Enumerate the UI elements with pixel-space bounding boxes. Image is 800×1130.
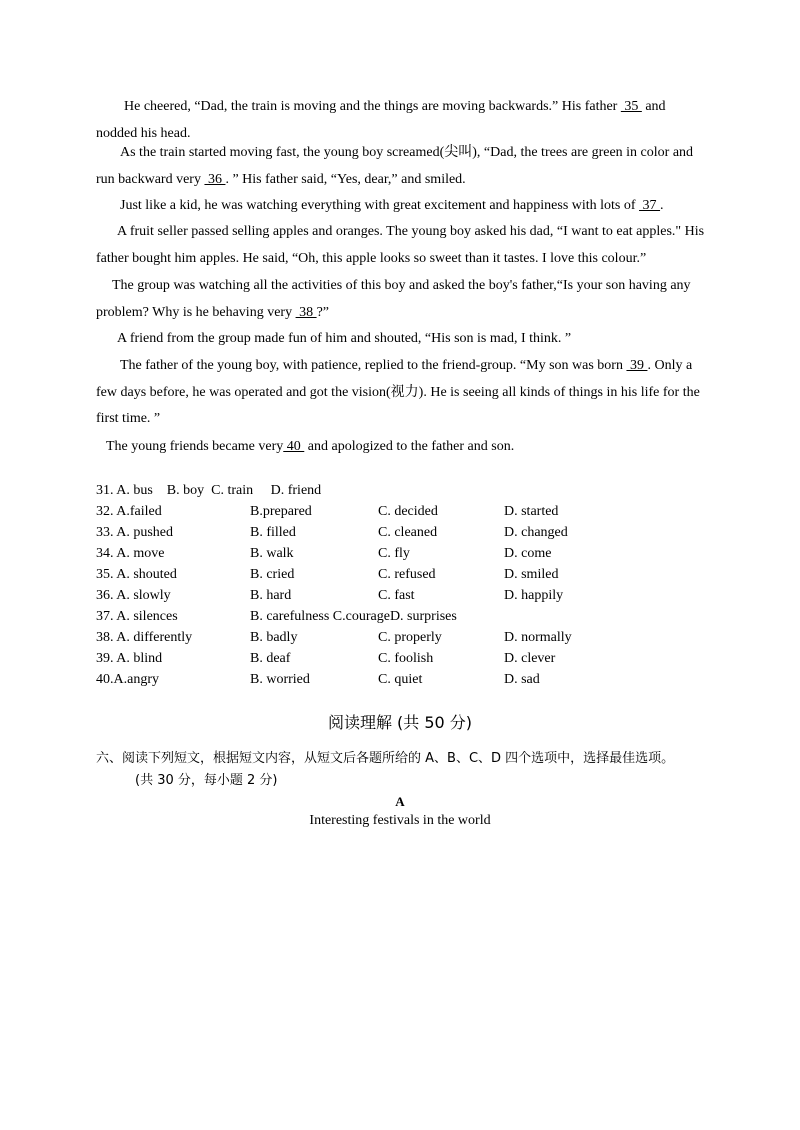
blank-39: 39 <box>626 358 648 373</box>
option-row-40 <box>96 669 708 690</box>
option-d: D. started <box>504 504 559 519</box>
option-row-33 <box>96 522 708 543</box>
passage-paragraph <box>96 140 708 193</box>
option-a: 33. A. pushed <box>96 525 173 540</box>
passage-part-label: A <box>395 794 405 809</box>
option-b: B. cried <box>250 567 295 582</box>
option-d: D. changed <box>504 525 568 540</box>
option-a: 38. A. differently <box>96 630 193 645</box>
option-a: 39. A. blind <box>96 651 163 666</box>
passage-paragraph <box>96 219 708 272</box>
section-instruction-points: (共 30 分，每小题 2 分) <box>135 773 278 788</box>
option-row-36 <box>96 585 708 606</box>
option-d: D. happily <box>504 588 564 603</box>
option-b: B. walk <box>250 546 294 561</box>
blank-36: 36 <box>204 171 226 187</box>
option-row-39 <box>96 648 708 669</box>
section-instruction: 六、阅读下列短文，根据短文内容，从短文后各题所给的 A、B、C、D 四个选项中，选择最佳选项。 <box>96 751 675 766</box>
option-row-38 <box>96 627 708 648</box>
option-c: C. foolish <box>378 651 434 666</box>
passage-paragraph <box>96 353 708 433</box>
option-a: 32. A.failed <box>96 504 162 519</box>
option-d: D. clever <box>504 651 556 666</box>
option-c: C. fly <box>378 546 410 561</box>
passage-paragraph <box>96 273 708 326</box>
option-d: D. normally <box>504 630 572 645</box>
option-b: B. badly <box>250 630 298 645</box>
option-a: 40.A.angry <box>96 672 159 687</box>
passage-paragraph <box>96 193 708 220</box>
paragraph-text: He cheered, “Dad, the train is moving and the things are moving backwards.” His father <box>124 99 621 114</box>
option-row-31 <box>96 480 708 501</box>
option-a: 34. A. move <box>96 546 165 561</box>
passage-paragraph <box>96 326 708 353</box>
blank-37: 37 <box>639 198 661 213</box>
paragraph-text: A friend from the group made fun of him and shouted, “His son is mad, I think. ” <box>117 331 572 346</box>
option-row-32 <box>96 501 708 522</box>
paragraph-text: . Only a few days before, he was operated and got the vision(视力). He is seeing all kinds of things in his life for the first time. ” <box>96 358 700 426</box>
option-c: C. properly <box>378 630 442 645</box>
option-row-35 <box>96 564 708 585</box>
option-c: C. quiet <box>378 672 423 687</box>
option-d: D. smiled <box>504 567 559 582</box>
option-d: D. sad <box>504 672 540 687</box>
paragraph-text: and apologized to the father and son. <box>304 439 515 454</box>
option-a: 37. A. silences <box>96 609 178 624</box>
paragraph-text: and nodded his head. <box>96 99 666 141</box>
paragraph-text: As the train started moving fast, the young boy screamed(尖叫), “Dad, the trees are green in color and run backward very <box>96 145 694 187</box>
paragraph-text: A fruit seller passed selling apples and oranges. The young boy asked his dad, “I want to eat apples." His father bought him apples. He said, “Oh, this apple looks so sweet than it tastes. I love this colour.” <box>96 224 705 266</box>
option-b: B. filled <box>250 525 296 540</box>
option-b: B.prepared <box>250 504 312 519</box>
blank-35: 35 <box>620 99 642 114</box>
option-row-34 <box>96 543 708 564</box>
answer-options <box>96 480 708 690</box>
blank-38: 38 <box>295 304 317 320</box>
option-a: 36. A. slowly <box>96 588 171 603</box>
paragraph-text: . <box>660 198 664 213</box>
option-a: 35. A. shouted <box>96 567 177 582</box>
passage-paragraph <box>96 434 708 461</box>
option-b: B. worried <box>250 672 310 687</box>
paragraph-text: The group was watching all the activities of this boy and asked the boy's father,“Is your son having any problem? Why is he behaving very <box>96 278 691 320</box>
option-d: D. come <box>504 546 552 561</box>
paragraph-text: ?” <box>316 304 330 320</box>
passage-title: Interesting festivals in the world <box>309 813 491 828</box>
section-heading: 阅读理解 (共 50 分) <box>327 713 473 732</box>
option-c: C. decided <box>378 504 438 519</box>
option-c: C. refused <box>378 567 436 582</box>
option-c: C. fast <box>378 588 415 603</box>
paragraph-text: The father of the young boy, with patience, replied to the friend-group. “My son was born <box>120 358 627 373</box>
option-bcd: B. carefulness C.courageD. surprises <box>250 609 457 624</box>
option-b: B. deaf <box>250 651 291 666</box>
option-row-37 <box>96 606 708 627</box>
paragraph-text: The young friends became very <box>106 439 284 454</box>
paragraph-text: . ” His father said, “Yes, dear,” and smiled. <box>225 171 466 187</box>
blank-40: 40 <box>283 439 305 454</box>
option-c: C. cleaned <box>378 525 438 540</box>
option-text: 31. A. bus B. boy C. train D. friend <box>96 483 322 498</box>
option-b: B. hard <box>250 588 292 603</box>
paragraph-text: Just like a kid, he was watching everything with great excitement and happiness with lots of <box>120 198 640 213</box>
